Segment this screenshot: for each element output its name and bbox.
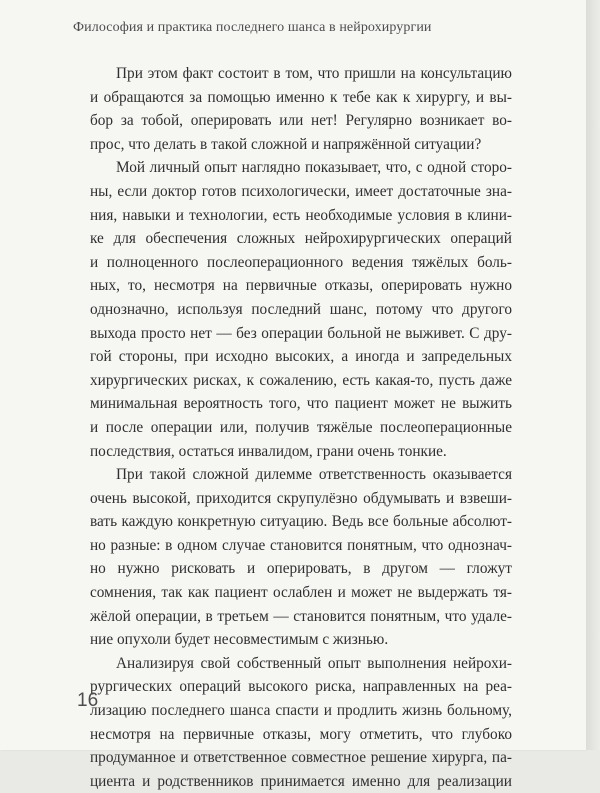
text-line: ных, то, несмотря на первичные отказы, оперировать нужно: [90, 277, 512, 295]
text-line: прос, что делать в такой сложной и напряжённой ситуации?: [90, 135, 482, 153]
text-line: ние опухоли будет несовместимым с жизнью.: [90, 631, 389, 649]
text-line: хирургических рисках, к сожалению, есть какая-то, пусть даже: [90, 371, 512, 389]
text-line: и полноценного послеоперационного ведения тяжёлых боль-: [90, 253, 512, 271]
text-line: При этом факт состоит в том, что пришли на консультацию: [116, 65, 512, 82]
paragraph: [90, 156, 512, 463]
text-line: циента и родственников принимается именно для реализации: [90, 772, 512, 790]
page-edge: [586, 0, 600, 750]
text-line: сомнения, так как пациент ослаблен и может не выдержать тя-: [90, 584, 512, 602]
text-line: бор за тобой, оперировать или нет! Регулярно возникает во-: [90, 112, 512, 130]
text-line: последствия, остаться инвалидом, грани очень тонкие.: [90, 442, 447, 460]
text-line: гой стороны, при исходно высоких, а иногда и запредельных: [90, 348, 512, 366]
text-line: несмотря на первичные отказы, могу отметить, что глубоко: [90, 725, 512, 743]
text-line: очень высокой, приходится скрупулёзно обдумывать и взвеши-: [90, 489, 512, 507]
text-line: продуманное и ответственное совместное решение хирурга, па-: [90, 749, 512, 767]
paragraph: [90, 62, 512, 156]
page-number: 16: [77, 690, 99, 711]
text-line: но разные: в одном случае становится понятным, что однознач-: [90, 536, 512, 554]
text-line: лизацию последнего шанса спасти и продлить жизнь больному,: [90, 702, 512, 720]
text-line: но нужно рисковать и оперировать, в другом — гложут: [90, 560, 512, 578]
paragraph: [90, 652, 512, 793]
text-line: ния, навыки и технологии, есть необходимые условия в клини-: [90, 206, 512, 224]
running-head: Философия и практика последнего шанса в нейрохирургии: [73, 20, 432, 35]
text-line: Анализируя свой собственный опыт выполнения нейрохи-: [116, 654, 512, 672]
text-line: ны, если доктор готов психологически, имеет достаточные зна-: [90, 182, 512, 200]
text-line: и обращаются за помощью именно к тебе как к хирургу, и вы-: [90, 88, 512, 106]
text-line: При такой сложной дилемме ответственность оказывается: [116, 466, 512, 484]
text-line: минимальная вероятность того, что пациент может не выжить: [90, 395, 512, 413]
text-line: Мой личный опыт наглядно показывает, что, с одной сторо-: [116, 159, 512, 177]
body-text: [90, 62, 512, 793]
text-line: рургических операций высокого риска, направленных на реа-: [90, 678, 512, 696]
text-line: однозначно, используя последний шанс, потому что другого: [90, 300, 512, 318]
text-line: и после операции или, получив тяжёлые послеоперационные: [90, 418, 512, 436]
text-line: выхода просто нет — без операции больной не выживет. С дру-: [90, 324, 512, 342]
text-line: жёлой операции, в третьем — становится понятным, что удале-: [90, 607, 512, 625]
paragraph: [90, 463, 512, 652]
text-line: ке для обеспечения сложных нейрохирургических операций: [90, 230, 512, 248]
text-line: вать каждую конкретную ситуацию. Ведь все больные абсолют-: [90, 513, 512, 531]
